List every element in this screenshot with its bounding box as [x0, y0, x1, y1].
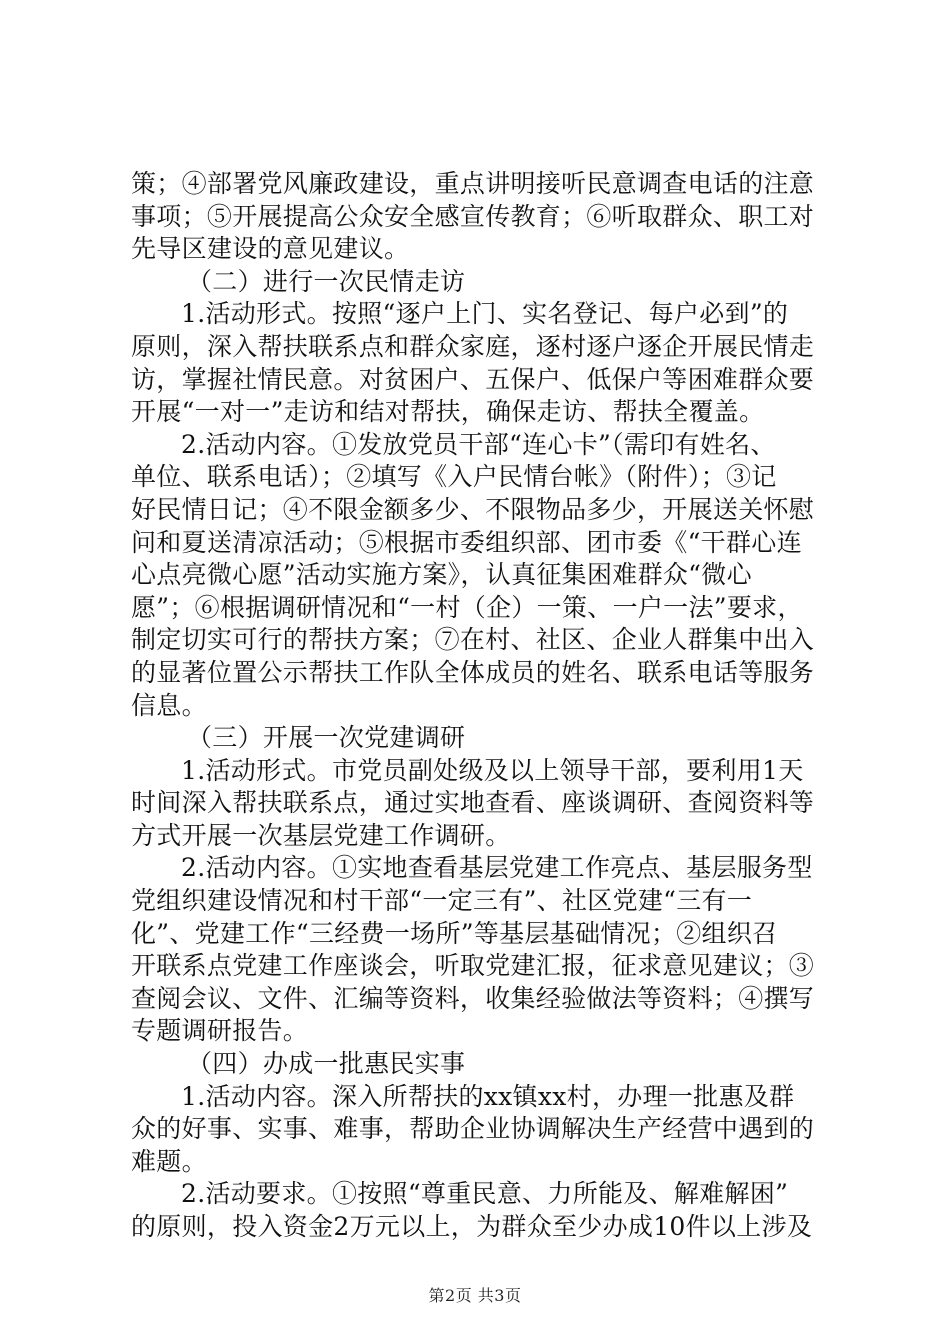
- text-line: 心点亮微心愿”活动实施方案》，认真征集困难群众“微心: [131, 560, 752, 590]
- text-line: 信息。: [131, 690, 207, 720]
- text-line: 2.活动内容。①实地查看基层党建工作亮点、基层服务型: [181, 853, 813, 883]
- text-line: 查阅会议、文件、汇编等资料，收集经验做法等资料；④撰写: [131, 983, 815, 1013]
- text-line: 开联系点党建工作座谈会，听取党建汇报，征求意见建议；③: [131, 951, 815, 981]
- section-heading: （四）办成一批惠民实事: [187, 1049, 466, 1079]
- text-line: 党组织建设情况和村干部“一定三有”、社区党建“三有一: [131, 886, 753, 916]
- text-line: 方式开展一次基层党建工作调研。: [131, 820, 511, 850]
- text-line: 问和夏送清凉活动；⑤根据市委组织部、团市委《“干群心连: [131, 527, 802, 557]
- text-line: 先导区建设的意见建议。: [131, 234, 410, 264]
- text-line: 时间深入帮扶联系点，通过实地查看、座谈调研、查阅资料等: [131, 788, 815, 818]
- section-heading: （三）开展一次党建调研: [187, 723, 466, 753]
- page-footer: 第2页 共3页: [428, 1286, 522, 1305]
- text-line: 好民情日记；④不限金额多少、不限物品多少，开展送关怀慰: [131, 494, 815, 524]
- section-heading: （二）进行一次民情走访: [187, 266, 466, 296]
- text-line: 2.活动内容。①发放党员干部“连心卡”（需印有姓名、: [181, 429, 776, 459]
- text-line: 专题调研报告。: [131, 1016, 309, 1046]
- text-line: 制定切实可行的帮扶方案；⑦在村、社区、企业人群集中出入: [131, 625, 815, 655]
- text-line: 策；④部署党风廉政建设，重点讲明接听民意调查电话的注意: [131, 169, 815, 198]
- text-line: 单位、联系电话）；②填写《入户民情台帐》（附件）；③记: [131, 462, 777, 492]
- text-line: 的原则，投入资金2万元以上，为群众至少办成10件以上涉及: [131, 1212, 813, 1241]
- text-line: 访，掌握社情民意。对贫困户、五保户、低保户等困难群众要: [131, 364, 815, 394]
- text-line: 原则，深入帮扶联系点和群众家庭，逐村逐户逐企开展民情走: [131, 331, 815, 361]
- text-line: 众的好事、实事、难事，帮助企业协调解决生产经营中遇到的: [131, 1114, 815, 1144]
- text-line: 化”、党建工作“三经费一场所”等基层基础情况；②组织召: [131, 918, 778, 948]
- document-body: [131, 168, 831, 1244]
- text-line: 2.活动要求。①按照“尊重民意、力所能及、解难解困”: [181, 1179, 789, 1209]
- text-line: 1.活动形式。市党员副处级及以上领导干部，要利用1天: [181, 755, 804, 785]
- text-line: 开展“一对一”走访和结对帮扶，确保走访、帮扶全覆盖。: [131, 397, 765, 427]
- text-line: 事项；⑤开展提高公众安全感宣传教育；⑥听取群众、职工对: [131, 201, 815, 231]
- text-line: 1.活动形式。按照“逐户上门、实名登记、每户必到”的: [181, 299, 789, 329]
- text-line: 难题。: [131, 1146, 207, 1176]
- text-line: 的显著位置公示帮扶工作队全体成员的姓名、联系电话等服务: [131, 657, 815, 687]
- text-line: 愿”；⑥根据调研情况和“一村（企）一策、一户一法”要求，: [131, 592, 803, 622]
- text-line: 1.活动内容。深入所帮扶的xx镇xx村，办理一批惠及群: [181, 1081, 795, 1111]
